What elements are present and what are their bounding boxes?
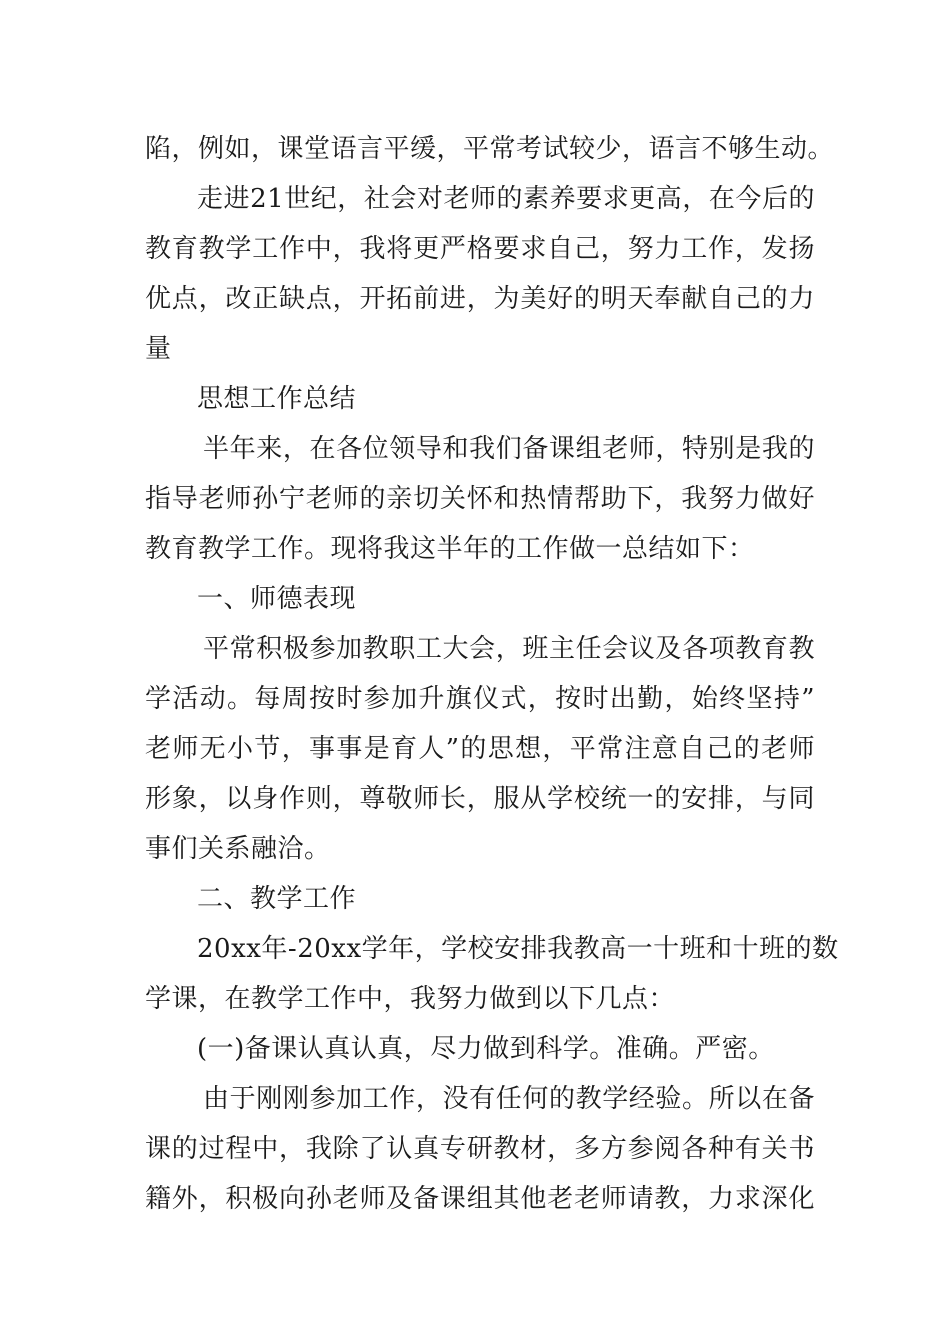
- text-line: 教育教学工作。现将我这半年的工作做一总结如下：: [145, 534, 755, 564]
- subsection-heading: (一)备课认真认真，尽力做到科学。准确。严密。: [197, 1034, 775, 1064]
- text-line: 事们关系融洽。: [145, 834, 331, 864]
- text-line: 学课，在教学工作中，我努力做到以下几点：: [145, 984, 676, 1014]
- text-line: 老师无小节，事事是育人”的思想，平常注意自己的老师: [145, 734, 815, 764]
- section-heading: 一、师德表现: [197, 584, 357, 614]
- section-heading: 二、教学工作: [197, 884, 357, 914]
- text-line: 由于刚刚参加工作，没有任何的教学经验。所以在备: [203, 1084, 815, 1114]
- text-line: 平常积极参加教职工大会，班主任会议及各项教育教: [203, 634, 815, 664]
- text-line: 籍外，积极向孙老师及备课组其他老老师请教，力求深化: [145, 1184, 815, 1214]
- text-line: 走进21世纪，社会对老师的素养要求更高，在今后的: [197, 184, 815, 214]
- text-line: 指导老师孙宁老师的亲切关怀和热情帮助下，我努力做好: [145, 484, 815, 514]
- text-line: 量: [145, 334, 172, 364]
- text-line: 学活动。每周按时参加升旗仪式，按时出勤，始终坚持”: [145, 684, 815, 714]
- text-line: 半年来，在各位领导和我们备课组老师，特别是我的: [203, 434, 815, 464]
- text-line: 形象，以身作则，尊敬师长，服从学校统一的安排，与同: [145, 784, 815, 814]
- text-line: 陷，例如，课堂语言平缓，平常考试较少，语言不够生动。: [145, 134, 835, 164]
- text-line: 课的过程中，我除了认真专研教材，多方参阅各种有关书: [145, 1134, 815, 1164]
- text-line: 20xx年-20xx学年，学校安排我教高一十班和十班的数: [197, 934, 839, 964]
- section-heading: 思想工作总结: [197, 384, 357, 414]
- text-line: 优点，改正缺点，开拓前进，为美好的明天奉献自己的力: [145, 284, 815, 314]
- text-line: 教育教学工作中，我将更严格要求自己，努力工作，发扬: [145, 234, 815, 264]
